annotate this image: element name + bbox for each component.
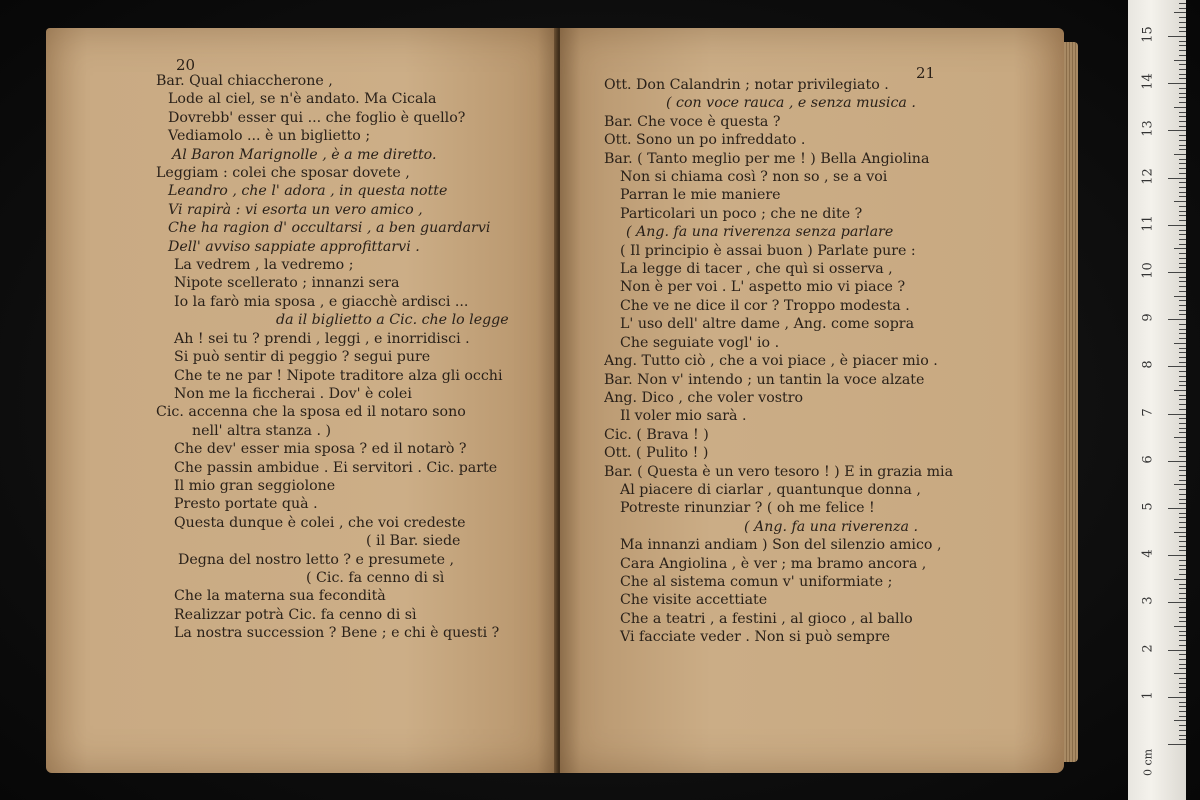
ruler-tick — [1179, 45, 1186, 46]
ruler-tick — [1168, 319, 1186, 320]
ruler-tick — [1179, 206, 1186, 207]
text-line: ( Cic. fa cenno di sì — [306, 569, 445, 586]
text-line: Lode al ciel, se n'è andato. Ma Cicala — [168, 91, 437, 108]
ruler-tick — [1174, 437, 1186, 438]
ruler-tick — [1168, 366, 1186, 367]
ruler-tick — [1179, 333, 1186, 334]
ruler-tick — [1168, 650, 1186, 651]
text-line: La nostra succession ? Bene ; e chi è questi ? — [174, 625, 500, 642]
ruler-label: 7 — [1140, 407, 1156, 417]
ruler-tick — [1168, 225, 1186, 226]
open-book — [42, 22, 1082, 788]
ruler-tick — [1179, 324, 1186, 325]
ruler-tick — [1179, 78, 1186, 79]
ruler-tick — [1179, 447, 1186, 448]
text-line: da il biglietto a Cic. che lo legge — [276, 312, 509, 329]
text-line: Che la materna sua fecondità — [174, 588, 386, 605]
ruler-tick — [1179, 102, 1186, 103]
ruler-label: 10 — [1140, 262, 1156, 279]
ruler-tick — [1179, 362, 1186, 363]
ruler-tick — [1174, 579, 1186, 580]
ruler-tick — [1179, 418, 1186, 419]
ruler-tick — [1179, 116, 1186, 117]
ruler-tick — [1179, 253, 1186, 254]
ruler-tick — [1179, 409, 1186, 410]
ruler-tick — [1179, 31, 1186, 32]
ruler-tick — [1179, 735, 1186, 736]
ruler-tick — [1179, 527, 1186, 528]
ruler-tick — [1179, 277, 1186, 278]
text-line: Che ve ne dice il cor ? Troppo modesta . — [620, 297, 910, 314]
ruler-tick — [1168, 414, 1186, 415]
ruler-tick — [1179, 404, 1186, 405]
ruler-tick — [1179, 598, 1186, 599]
ruler-tick — [1179, 635, 1186, 636]
ruler-tick — [1179, 173, 1186, 174]
text-line: Ang. Tutto ciò , che a voi piace , è piacer mio . — [604, 353, 938, 370]
right-page-number: 21 — [916, 64, 936, 82]
ruler-tick — [1179, 258, 1186, 259]
ruler-tick — [1179, 489, 1186, 490]
ruler-tick — [1179, 149, 1186, 150]
text-line: Che passin ambidue . Ei servitori . Cic. parte — [174, 459, 498, 476]
ruler-tick — [1179, 97, 1186, 98]
ruler-tick — [1179, 513, 1186, 514]
text-line: Ah ! sei tu ? prendi , leggi , e inorridisci . — [174, 330, 470, 347]
text-line: Leggiam : colei che sposar dovete , — [156, 165, 410, 182]
ruler-tick — [1179, 466, 1186, 467]
text-line: Bar. Non v' intendo ; un tantin la voce alzate — [604, 371, 925, 388]
ruler-tick — [1179, 499, 1186, 500]
text-line: Ott. ( Pulito ! ) — [604, 445, 709, 462]
ruler-tick — [1179, 145, 1186, 146]
ruler-tick — [1179, 182, 1186, 183]
text-line: Degna del nostro letto ? e presumete , — [178, 551, 455, 568]
ruler-tick — [1179, 239, 1186, 240]
text-line: La vedrem , la vedremo ; — [174, 257, 354, 274]
ruler-tick — [1179, 8, 1186, 9]
text-line: Bar. Che voce è questa ? — [604, 113, 781, 130]
text-line: Potreste rinunziar ? ( oh me felice ! — [620, 500, 875, 517]
ruler-tick — [1179, 121, 1186, 122]
ruler-label: 14 — [1140, 73, 1156, 90]
ruler-tick — [1179, 41, 1186, 42]
text-line: Parran le mie maniere — [620, 187, 781, 204]
ruler-tick — [1168, 697, 1186, 698]
ruler-tick — [1179, 631, 1186, 632]
ruler-tick — [1179, 381, 1186, 382]
ruler-tick — [1179, 711, 1186, 712]
ruler-tick — [1179, 376, 1186, 377]
text-line: Ang. Dico , che voler vostro — [604, 389, 804, 406]
ruler-tick — [1179, 281, 1186, 282]
ruler-tick — [1179, 517, 1186, 518]
text-line: ( Ang. fa una riverenza senza parlare — [626, 224, 894, 241]
ruler-tick — [1179, 220, 1186, 221]
ruler-tick — [1179, 569, 1186, 570]
ruler-tick — [1179, 659, 1186, 660]
ruler-tick — [1179, 22, 1186, 23]
text-line: Che seguiate vogl' io . — [620, 334, 780, 351]
text-line: Cara Angiolina , è ver ; ma bramo ancora , — [620, 555, 927, 572]
ruler-tick — [1179, 442, 1186, 443]
ruler-tick — [1174, 60, 1186, 61]
ruler-tick — [1179, 399, 1186, 400]
ruler-tick — [1179, 291, 1186, 292]
ruler-tick — [1179, 338, 1186, 339]
ruler-label: 4 — [1140, 549, 1156, 558]
ruler-tick — [1179, 234, 1186, 235]
ruler-tick — [1179, 27, 1186, 28]
text-line: ( Il principio è assai buon ) Parlate pure : — [620, 242, 916, 259]
ruler-tick — [1174, 154, 1186, 155]
ruler-tick — [1168, 508, 1186, 509]
ruler-tick — [1179, 456, 1186, 457]
ruler-tick — [1179, 565, 1186, 566]
ruler-tick — [1179, 432, 1186, 433]
text-line: Dell' avviso sappiate approfittarvi . — [168, 238, 420, 255]
ruler-tick — [1179, 702, 1186, 703]
ruler-tick — [1179, 305, 1186, 306]
ruler-tick — [1179, 88, 1186, 89]
ruler-tick — [1179, 74, 1186, 75]
ruler-tick — [1179, 187, 1186, 188]
text-line: Io la farò mia sposa , e giacchè ardisci ... — [174, 293, 469, 310]
ruler-tick — [1174, 720, 1186, 721]
ruler-tick — [1174, 343, 1186, 344]
ruler-label: 2 — [1140, 643, 1156, 653]
ruler-tick — [1179, 612, 1186, 613]
ruler-tick — [1179, 574, 1186, 575]
ruler-tick — [1179, 211, 1186, 212]
ruler-tick — [1174, 248, 1186, 249]
text-line: Bar. ( Tanto meglio per me ! ) Bella Angiolina — [604, 150, 930, 167]
text-line: Non si chiama così ? non so , se a voi — [620, 169, 888, 186]
ruler-tick — [1168, 555, 1186, 556]
text-line: Che a teatri , a festini , al gioco , al ballo — [620, 610, 913, 627]
ruler-tick — [1179, 739, 1186, 740]
ruler-tick — [1174, 107, 1186, 108]
text-line: Particolari un poco ; che ne dite ? — [620, 205, 863, 222]
right-page-text — [604, 76, 1054, 647]
text-line: Cic. accenna che la sposa ed il notaro sono — [156, 404, 466, 421]
ruler-tick — [1179, 263, 1186, 264]
text-line: Cic. ( Brava ! ) — [604, 426, 709, 443]
ruler-tick — [1179, 126, 1186, 127]
ruler-tick — [1179, 196, 1186, 197]
ruler-tick — [1179, 725, 1186, 726]
text-line: Realizzar potrà Cic. fa cenno di sì — [174, 606, 417, 623]
ruler-tick — [1174, 484, 1186, 485]
ruler-tick — [1168, 602, 1186, 603]
ruler-tick — [1179, 494, 1186, 495]
ruler-tick — [1179, 423, 1186, 424]
ruler-tick — [1179, 230, 1186, 231]
text-line: ( il Bar. siede — [366, 533, 461, 550]
ruler-tick — [1179, 687, 1186, 688]
ruler-tick — [1179, 668, 1186, 669]
ruler-tick — [1179, 541, 1186, 542]
ruler-tick — [1174, 673, 1186, 674]
ruler-tick — [1179, 617, 1186, 618]
text-line: Che te ne par ! Nipote traditore alza gli occhi — [174, 367, 503, 384]
ruler-tick — [1179, 163, 1186, 164]
left-page — [46, 28, 558, 773]
ruler-tick — [1179, 536, 1186, 537]
ruler-tick — [1179, 607, 1186, 608]
ruler-tick — [1179, 17, 1186, 18]
ruler-tick — [1179, 371, 1186, 372]
ruler-tick — [1179, 168, 1186, 169]
ruler-tick — [1179, 3, 1186, 4]
text-line: ( Ang. fa una riverenza . — [744, 518, 918, 535]
ruler-tick — [1168, 744, 1186, 745]
text-line: Dovrebb' esser qui ... che foglio è quello? — [168, 109, 466, 126]
ruler-label: 1 — [1140, 691, 1156, 700]
text-line: La legge di tacer , che quì si osserva , — [620, 261, 893, 278]
text-line: Non me la ficcherai . Dov' è colei — [174, 385, 412, 402]
text-line: Presto portate quà . — [174, 496, 318, 513]
ruler-tick — [1168, 461, 1186, 462]
ruler-label: 13 — [1140, 120, 1156, 138]
ruler-tick — [1179, 451, 1186, 452]
ruler-tick — [1179, 475, 1186, 476]
text-line: Ott. Don Calandrin ; notar privilegiato . — [604, 77, 889, 93]
text-line: Che ha ragion d' occultarsi , a ben guardarvi — [168, 220, 491, 237]
text-line: Ott. Sono un po infreddato . — [604, 132, 806, 149]
text-line: Questa dunque è colei , che voi credeste — [174, 514, 466, 531]
text-line: L' uso dell' altre dame , Ang. come sopra — [620, 316, 915, 333]
ruler-tick — [1179, 286, 1186, 287]
ruler-tick — [1179, 522, 1186, 523]
ruler-tick — [1179, 314, 1186, 315]
ruler-tick — [1179, 470, 1186, 471]
left-page-number: 20 — [176, 56, 196, 74]
text-line: Che dev' esser mia sposa ? ed il notarò ? — [174, 441, 467, 458]
ruler-tick — [1179, 244, 1186, 245]
ruler-tick — [1179, 135, 1186, 136]
ruler-tick — [1168, 272, 1186, 273]
ruler-tick — [1179, 480, 1186, 481]
ruler-tick — [1179, 730, 1186, 731]
text-line: Ma innanzi andiam ) Son del silenzio amico , — [620, 537, 942, 554]
text-line: Leandro , che l' adora , in questa notte — [168, 183, 448, 200]
ruler-tick — [1174, 296, 1186, 297]
ruler-tick — [1179, 640, 1186, 641]
ruler-tick — [1179, 55, 1186, 56]
ruler-tick — [1174, 201, 1186, 202]
ruler-tick — [1179, 140, 1186, 141]
page-edges — [1064, 42, 1078, 762]
text-line: Che al sistema comun v' uniformiate ; — [620, 573, 893, 590]
ruler-tick — [1179, 645, 1186, 646]
ruler-tick — [1179, 560, 1186, 561]
ruler-tick — [1179, 112, 1186, 113]
ruler-label: 15 — [1140, 26, 1156, 43]
ruler-tick — [1179, 654, 1186, 655]
text-line: Vediamolo ... è un biglietto ; — [168, 128, 371, 145]
ruler-tick — [1179, 678, 1186, 679]
ruler-tick — [1179, 588, 1186, 589]
ruler-tick — [1179, 593, 1186, 594]
text-line: Vi rapirà : vi esorta un vero amico , — [168, 201, 423, 218]
ruler-tick — [1179, 310, 1186, 311]
ruler-tick — [1179, 621, 1186, 622]
text-line: Bar. ( Questa è un vero tesoro ! ) E in grazia mia — [604, 463, 954, 480]
ruler-tick — [1179, 357, 1186, 358]
ruler-tick — [1179, 692, 1186, 693]
text-line: Il voler mio sarà . — [620, 408, 747, 425]
text-line: Al piacere di ciarlar , quantunque donna , — [620, 481, 921, 498]
ruler-label: 11 — [1140, 215, 1156, 232]
ruler-tick — [1179, 69, 1186, 70]
ruler-label: 8 — [1140, 360, 1156, 370]
measuring-ruler — [1128, 0, 1186, 800]
ruler-tick — [1168, 130, 1186, 131]
ruler-tick — [1179, 352, 1186, 353]
ruler-label: 3 — [1140, 596, 1156, 606]
ruler-tick — [1174, 626, 1186, 627]
text-line: Al Baron Marignolle , è a me diretto. — [172, 146, 437, 163]
ruler-tick — [1179, 683, 1186, 684]
ruler-label: 9 — [1140, 313, 1156, 322]
ruler-tick — [1179, 300, 1186, 301]
ruler-label: 12 — [1140, 167, 1156, 185]
ruler-tick — [1179, 159, 1186, 160]
ruler-tick — [1179, 706, 1186, 707]
ruler-tick — [1179, 395, 1186, 396]
ruler-tick — [1179, 267, 1186, 268]
ruler-label: 6 — [1140, 455, 1156, 464]
ruler-tick — [1179, 716, 1186, 717]
left-page-text — [156, 72, 551, 643]
text-line: Il mio gran seggiolone — [174, 477, 336, 494]
text-line: Bar. Qual chiaccherone , — [156, 73, 333, 89]
ruler-tick — [1179, 215, 1186, 216]
ruler-tick — [1179, 550, 1186, 551]
ruler-tick — [1179, 93, 1186, 94]
ruler-tick — [1179, 503, 1186, 504]
ruler-tick — [1179, 664, 1186, 665]
ruler-tick — [1174, 390, 1186, 391]
ruler-tick — [1179, 50, 1186, 51]
text-line: nell' altra stanza . ) — [192, 422, 332, 439]
text-line: Nipote scellerato ; innanzi sera — [174, 275, 400, 292]
ruler-tick — [1179, 385, 1186, 386]
ruler-unit-label: 0 cm — [1141, 748, 1155, 777]
ruler-tick — [1179, 584, 1186, 585]
ruler-tick — [1168, 83, 1186, 84]
ruler-tick — [1168, 36, 1186, 37]
ruler-tick — [1179, 329, 1186, 330]
text-line: ( con voce rauca , e senza musica . — [666, 95, 916, 112]
text-line: Vi facciate veder . Non si può sempre — [620, 629, 891, 646]
ruler-tick — [1174, 532, 1186, 533]
ruler-tick — [1179, 428, 1186, 429]
ruler-tick — [1179, 192, 1186, 193]
ruler-tick — [1174, 12, 1186, 13]
text-line: Non è per voi . L' aspetto mio vi piace ? — [620, 279, 906, 296]
ruler-tick — [1168, 178, 1186, 179]
ruler-tick — [1179, 546, 1186, 547]
ruler-label: 5 — [1140, 502, 1156, 511]
ruler-tick — [1179, 64, 1186, 65]
text-line: Si può sentir di peggio ? segui pure — [174, 349, 431, 366]
text-line: Che visite accettiate — [620, 592, 768, 609]
ruler-tick — [1179, 348, 1186, 349]
right-page — [560, 28, 1064, 773]
